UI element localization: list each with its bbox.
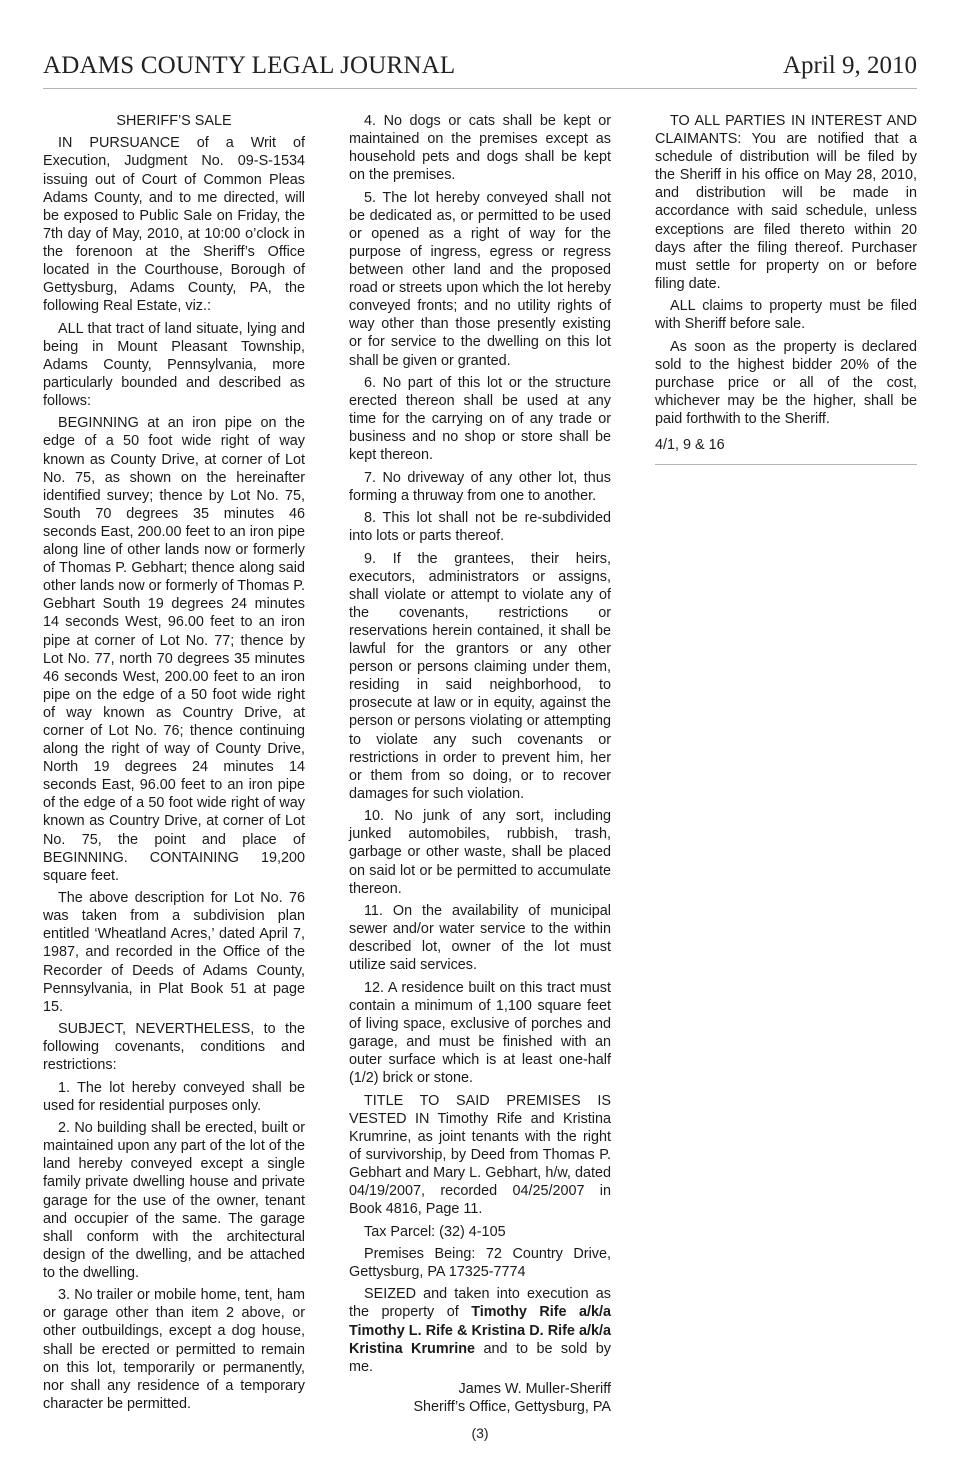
seized-owners: Timothy Rife a/k/a Timothy L. Rife & Kristina D. Rife a/k/a Kristina Krumrine [349,1304,612,1357]
covenant-5: 5. The lot hereby conveyed shall not be dedicated as, or permitted to be used or opened as a right of way for the purpose of ingress, egress or regress between other land and the proposed road or streets upon which the lot hereby conveyed fronts; and no utility rights of way other than those presently existing or for service to the dwelling on this lot shall be given or granted. [349,189,611,369]
column-left [43,112,305,1417]
covenants-intro-paragraph: SUBJECT, NEVERTHELESS, to the following covenants, conditions and restrictions: [43,1021,305,1074]
covenant-10: 10. No junk of any sort, including junked automobiles, rubbish, trash, garbage or other waste, shall be placed on said lot or be permitted to accumulate thereon. [349,808,611,897]
tract-paragraph: ALL that tract of land situate, lying and being in Mount Pleasant Township, Adams County, Pennsylvania, more particularly bounded and described as follows: [43,320,305,409]
payment-notice: As soon as the property is declared sold to the highest bidder 20% of the purchase price or all of the cost, whichever may be the higher, shall be paid forthwith to the Sheriff. [655,338,917,428]
covenant-1: 1. The lot hereby conveyed shall be used for residential purposes only. [43,1079,305,1114]
writ-paragraph: IN PURSUANCE of a Writ of Execution, Judgment No. 09-S-1534 issuing out of Court of Common Pleas Adams County, and to me directed, will be exposed to Public Sale on Friday, the 7th day of May, 2010, at 10:00 o’clock in the forenoon at the Sheriff’s Office located in the Courthouse, Borough of Gettysburg, Adams County, PA, the following Real Estate, viz.: [43,135,305,315]
column-right [655,112,917,465]
seized-prefix: SEIZED and taken into execution as the property of [349,1286,611,1321]
sheriff-office: Sheriff’s Office, Gettysburg, PA [413,1399,611,1416]
sheriff-name: James W. Muller-Sheriff [458,1381,611,1398]
page-number: (3) [471,1425,489,1441]
subdivision-plan-paragraph: The above description for Lot No. 76 was taken from a subdivision plan entitled ‘Wheatland Acres,’ dated April 7, 1987, and recorded in the Office of the Recorder of Deeds of Adams County, Pennsylvania, in Plat Book 51 at page 15. [43,890,305,1015]
distribution-notice: TO ALL PARTIES IN INTEREST AND CLAIMANTS: You are notified that a schedule of distribution will be filed by the Sheriff in his office on May 28, 2010, and distribution will be made in accordance with said schedule, unless exceptions are filed thereto within 20 days after the filing thereof. Purchaser must settle for property on or before filing date. [655,113,917,292]
covenant-3: 3. No trailer or mobile home, tent, ham or garage other than item 2 above, or other outbuildings, except a dog house, shall be erected or permitted to remain on this lot, temporarily or permanently, nor shall any residence of a temporary character be permitted. [43,1287,305,1412]
seized-paragraph [349,1285,611,1375]
premises-address: Premises Being: 72 Country Drive, Gettysburg, PA 17325-7774 [349,1245,611,1280]
section-divider [655,464,917,465]
boundary-description-paragraph: BEGINNING at an iron pipe on the edge of a 50 foot wide right of way known as County Drive, at corner of Lot No. 75, as shown on the hereinafter identified survey; thence by Lot No. 75, South 70 degrees 35 minutes 46 seconds East, 200.00 feet to an iron pipe along line of other lands now or formerly of Thomas P. Gebhart; thence along said other lands now or formerly of Thomas P. Gebhart South 19 degrees 24 minutes 14 seconds West, 96.00 feet to an iron pipe at corner of Lot No. 77; thence by Lot No. 77, north 70 degrees 35 minutes 46 seconds West, 200.00 feet to an iron pipe on the edge of a 50 foot wide right of way known as Country Drive, at corner of Lot No. 76; thence continuing along the right of way of County Drive, North 19 degrees 24 minutes 14 seconds East, 96.00 feet to an iron pipe of the edge of a 50 foot wide right of way known as Country Drive, at corner of Lot No. 75, the point and place of BEGINNING. CONTAINING 19,200 square feet. [43,415,305,884]
claims-notice: ALL claims to property must be filed with Sheriff before sale. [655,298,917,333]
page-header [43,52,917,89]
notice-title: SHERIFF’S SALE [116,113,232,129]
covenant-9: 9. If the grantees, their heirs, executors, administrators or assigns, shall violate or attempt to violate any of the covenants, restrictions or reservations herein contained, it shall be lawful for the grantors or any other person or persons claiming under them, residing in said neighborhood, to prosecute at law or in equity, against the person or persons violating or attempting to violate any such covenants or restrictions in order to prevent him, her or them from so doing, or to recover damages for such violation. [349,550,611,802]
covenant-4: 4. No dogs or cats shall be kept or maintained on the premises except as household pets and dogs shall be kept on the premises. [349,113,611,184]
publication-title: ADAMS COUNTY LEGAL JOURNAL [43,52,456,79]
covenant-2: 2. No building shall be erected, built or maintained upon any part of the lot of the land hereby conveyed except a single family private dwelling house and private garage for the use of the owner, tenant and occupier of the same. The garage shall conform with the architectural design of the dwelling, and be attached to the dwelling. [43,1120,305,1281]
covenant-11: 11. On the availability of municipal sewer and/or water service to the within described lot, owner of the lot must utilize said services. [349,903,611,974]
covenant-6: 6. No part of this lot or the structure erected thereon shall be used at any time for the carrying on of any trade or business and no shop or store shall be kept thereon. [349,374,611,464]
issue-date: April 9, 2010 [782,52,917,79]
tax-parcel: Tax Parcel: (32) 4-105 [364,1223,506,1240]
column-middle [349,112,611,1416]
title-vested-paragraph: TITLE TO SAID PREMISES IS VESTED IN Timothy Rife and Kristina Krumrine, as joint tenants with the right of survivorship, by Deed from Thomas P. Gebhart and Mary L. Gebhart, h/w, dated 04/19/2007, recorded 04/25/2007 in Book 4816, Page 11. [349,1092,611,1218]
covenant-7: 7. No driveway of any other lot, thus forming a thruway from one to another. [349,469,611,504]
seized-suffix: and to be sold by me. [349,1340,611,1375]
covenant-12: 12. A residence built on this tract must contain a minimum of 1,100 square feet of living space, exclusive of porches and garage, and must be finished with an outer surface which is at least one-half (1/2) brick or stone. [349,979,611,1087]
run-dates: 4/1, 9 & 16 [655,437,725,454]
covenant-8: 8. This lot shall not be re-subdivided into lots or parts thereof. [349,510,611,545]
